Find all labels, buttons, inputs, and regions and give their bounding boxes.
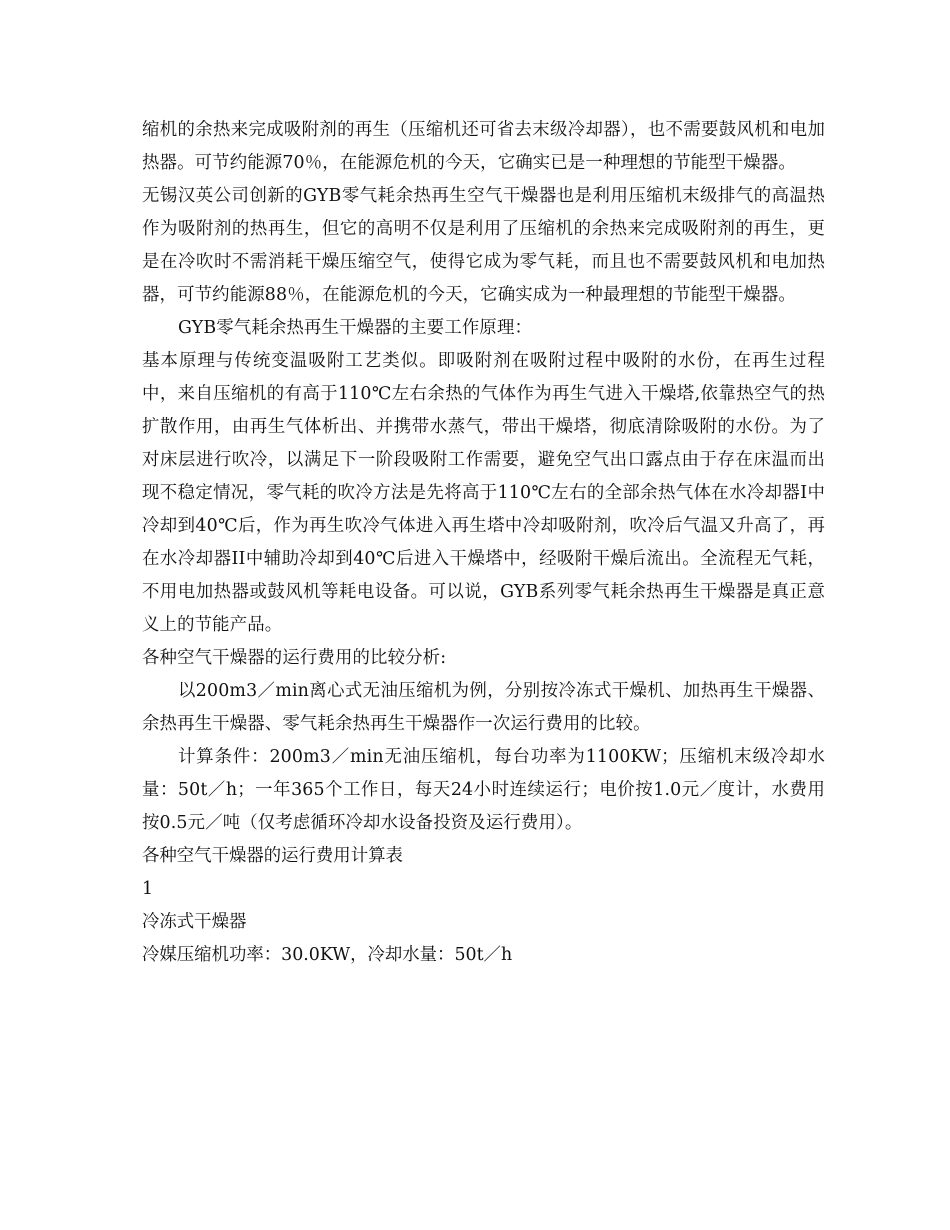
paragraph-calculation-conditions: 计算条件：200m3／min无油压缩机，每台功率为1100KW；压缩机末级冷却水量：50t／h；一年365个工作日，每天24小时连续运行；电价按1.0元／度计，水费用按0.5元／吨（仅考虑循环冷却水设备投资及运行费用）。 bbox=[142, 747, 825, 833]
paragraph-comparison-example: 以200m3／min离心式无油压缩机为例，分别按冷冻式干燥机、加热再生干燥器、余热再生干燥器、零气耗余热再生干燥器作一次运行费用的比较。 bbox=[142, 681, 825, 734]
paragraph-basic-principle: 基本原理与传统变温吸附工艺类似。即吸附剂在吸附过程中吸附的水份，在再生过程中，来自压缩机的有高于110℃左右余热的气体作为再生气进入干燥塔,依靠热空气的热扩散作用，由再生气体析出、并携带水蒸气，带出干燥塔，彻底清除吸附的水份。为了对床层进行吹冷，以满足下一阶段吸附工作需要，避免空气出口露点由于存在床温而出现不稳定情况，零气耗的吹冷方法是先将高于110℃左右的全部余热气体在水冷却器I中冷却到40℃后，作为再生吹冷气体进入再生塔中冷却吸附剂，吹冷后气温又升高了，再在水冷却器II中辅助冷却到40℃后进入干燥塔中，经吸附干燥后流出。全流程无气耗，不用电加热器或鼓风机等耗电设备。可以说，GYB系列零气耗余热再生干燥器是真正意义上的节能产品。 bbox=[142, 351, 825, 635]
paragraph-waste-heat-intro: 缩机的余热来完成吸附剂的再生（压缩机还可省去末级冷却器），也不需要鼓风机和电加热器。可节约能源70％，在能源危机的今天，它确实已是一种理想的节能型干燥器。 bbox=[142, 120, 825, 173]
paragraph-gyb-innovation: 无锡汉英公司创新的GYB零气耗余热再生空气干燥器也是利用压缩机末级排气的高温热作为吸附剂的热再生，但它的高明不仅是利用了压缩机的余热来完成吸附剂的再生，更是在冷吹时不需消耗干燥压缩空气，使得它成为零气耗，而且也不需要鼓风机和电加热器，可节约能源88％，在能源危机的今天，它确实成为一种最理想的节能型干燥器。 bbox=[142, 186, 825, 305]
table-dryer-type: 冷冻式干燥器 bbox=[142, 912, 247, 932]
section-heading-cost-analysis: 各种空气干燥器的运行费用的比较分析: bbox=[142, 648, 447, 668]
table-dryer-spec: 冷媒压缩机功率：30.0KW，冷却水量：50t／h bbox=[142, 945, 513, 965]
section-heading-working-principle: GYB零气耗余热再生干燥器的主要工作原理： bbox=[178, 318, 533, 338]
document-body bbox=[142, 114, 825, 972]
table-row-number: 1 bbox=[142, 879, 154, 899]
table-title: 各种空气干燥器的运行费用计算表 bbox=[142, 846, 403, 866]
